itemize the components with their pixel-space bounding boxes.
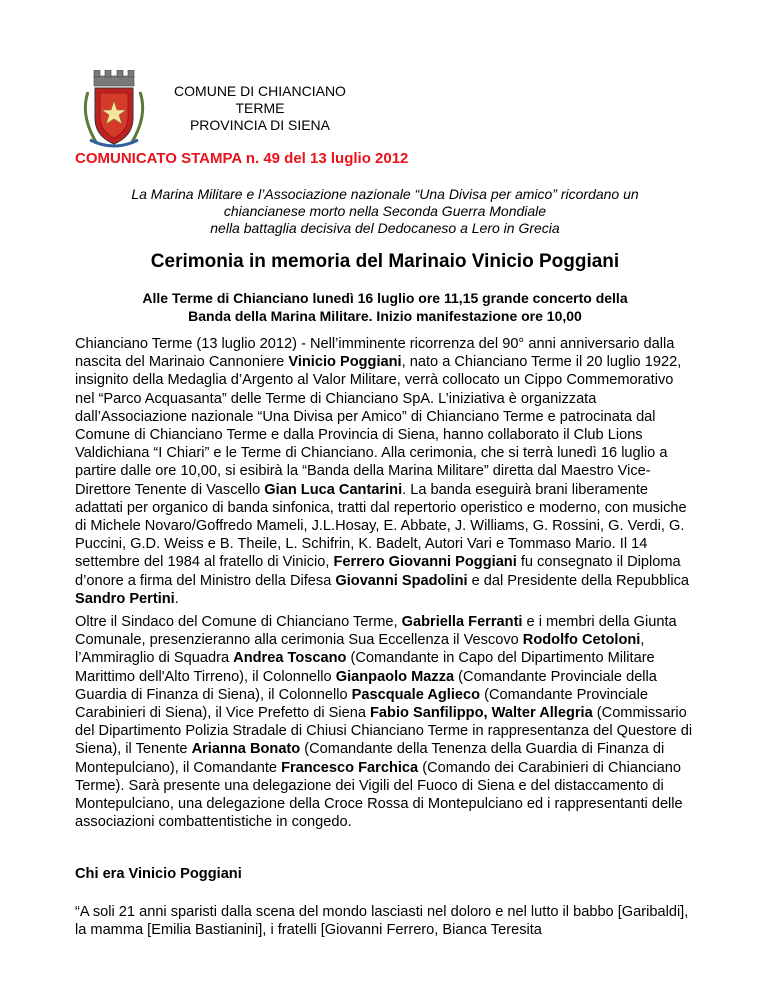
- name-francesco-farchica: Francesco Farchica: [281, 759, 419, 776]
- name-arianna-bonato: Arianna Bonato: [191, 741, 301, 758]
- name-fabio-sanfilippo-walter-allegria: Fabio Sanfilippo, Walter Allegria: [370, 705, 593, 722]
- body-paragraph-3: “A soli 21 anni sparisti dalla scena del mondo lasciasti nel doloro e nel lutto il babbo [Garibaldi], la mamma [Emilia Bastianini], i fratelli [Giovanni Ferrero, Bianca Teresita: [75, 904, 689, 939]
- body-paragraph-2: Oltre il Sindaco del Comune di Chianciano Terme, Gabriella Ferranti e i membri della Giunta Comunale, presenzieranno alla cerimonia Sua Eccellenza il Vescovo Rodolfo Cetoloni, l’Ammiraglio di Squadra Andrea Toscano (Comandante in Capo del Dipartimento Militare Marittimo dell'Alto Tirreno), il Colonnello Gianpaolo Mazza (Comandante Provinciale della Guardia di Finanza di Siena), il Colonnello Pascquale Aglieco (Comandante Provinciale Carabinieri di Siena), il Vice Prefetto di Siena Fabio Sanfilippo, Walter Allegria (Commissario del Dipartimento Polizia Stradale di Chiusi Chianciano Terme in rappresentanza del Questore di Siena), il Tenente Arianna Bonato (Comandante della Tenenza della Guardia di Finanza di Montepulciano), il Comandante Francesco Farchica (Comando dei Carabinieri di Chianciano Terme). Sarà presente una delegazione dei Vigili del Fuoco di Siena e del distaccamento di Montepulciano, una delegazione della Croce Rossa di Montepulciano ed i rappresentanti delle associazioni combattentistiche in congedo.: [75, 614, 693, 831]
- lead-line-2: Banda della Marina Militare. Inizio manifestazione ore 10,00: [188, 308, 582, 324]
- header-line-3: PROVINCIA DI SIENA: [189, 117, 331, 133]
- name-rodolfo-cetoloni: Rodolfo Cetoloni: [522, 632, 641, 649]
- name-sandro-pertini: Sandro Pertini: [75, 590, 175, 607]
- article-title: Cerimonia in memoria del Marinaio Vinicio Poggiani: [150, 251, 620, 272]
- body-paragraph-1: Chianciano Terme (13 luglio 2012) - Nell’imminente ricorrenza del 90° anni anniversario dalla nascita del Marinaio Cannoniere Vinicio Poggiani, nato a Chianciano Terme il 20 luglio 1922, insignito della Medaglia d’Argento al Valor Militare, verrà collocato un Cippo Commemorativo nel “Parco Acquasanta” delle Terme di Chianciano SpA. L’iniziativa è organizzata dall’Associazione nazionale “Una Divisa per Amico” di Chianciano Terme e patrocinata dal Comune di Chianciano Terme e dalla Provincia di Siena, hanno collaborato il Club Lions Valdichiana “I Chiari” e le Terme di Chianciano. Alla cerimonia, che si terrà lunedì 16 luglio a partire dalle ore 10,00, si esibirà la “Banda della Marina Militare” diretta dal Maestro Vice-Direttore Tenente di Vascello Gian Luca Cantarini. La banda eseguirà brani liberamente adattati per organico di banda sinfonica, tratti dal repertorio operistico e moderno, con musiche di Michele Novaro/Goffredo Mameli, J.L.Hosay, E. Abbate, J. Williams, G. Rossini, G. Verdi, G. Puccini, G.D. Weiss e B. Theile, L. Schifrin, K. Badelt, Autori Vari e Tommaso Mario. Il 14 settembre del 1984 al fratello di Vinicio, Ferrero Giovanni Poggiani fu consegnato il Diploma d’onore a firma del Ministro della Difesa Giovanni Spadolini e dal Presidente della Repubblica Sandro Pertini.: [75, 336, 690, 607]
- name-vinicio-poggiani: Vinicio Poggiani: [288, 354, 402, 371]
- name-ferrero-giovanni-poggiani: Ferrero Giovanni Poggiani: [333, 554, 517, 571]
- press-release-number: COMUNICATO STAMPA n. 49 del 13 luglio 2012: [75, 150, 409, 167]
- name-gian-luca-cantarini: Gian Luca Cantarini: [264, 481, 403, 498]
- lead-paragraph: [75, 289, 695, 325]
- subtitle: [75, 186, 695, 237]
- name-andrea-toscano: Andrea Toscano: [233, 650, 347, 667]
- subtitle-line-1: La Marina Militare e l’Associazione nazionale “Una Divisa per amico” ricordano un: [131, 186, 639, 202]
- name-giovanni-spadolini: Giovanni Spadolini: [335, 572, 468, 589]
- lead-line-1: Alle Terme di Chianciano lunedì 16 luglio ore 11,15 grande concerto della: [142, 290, 628, 306]
- name-gianpaolo-mazza: Gianpaolo Mazza: [335, 668, 455, 685]
- header-line-1: COMUNE DI CHIANCIANO: [174, 83, 346, 99]
- subtitle-line-3: nella battaglia decisiva del Dedocaneso a Lero in Grecia: [210, 220, 560, 236]
- name-pascquale-aglieco: Pascquale Aglieco: [351, 686, 481, 703]
- name-gabriella-ferranti: Gabriella Ferranti: [401, 614, 523, 630]
- section-heading: Chi era Vinicio Poggiani: [75, 866, 242, 882]
- municipality-header: [160, 83, 360, 134]
- municipal-coat-of-arms: [78, 70, 150, 150]
- header-line-2: TERME: [235, 100, 285, 116]
- subtitle-line-2: chiancianese morto nella Seconda Guerra Mondiale: [223, 203, 547, 219]
